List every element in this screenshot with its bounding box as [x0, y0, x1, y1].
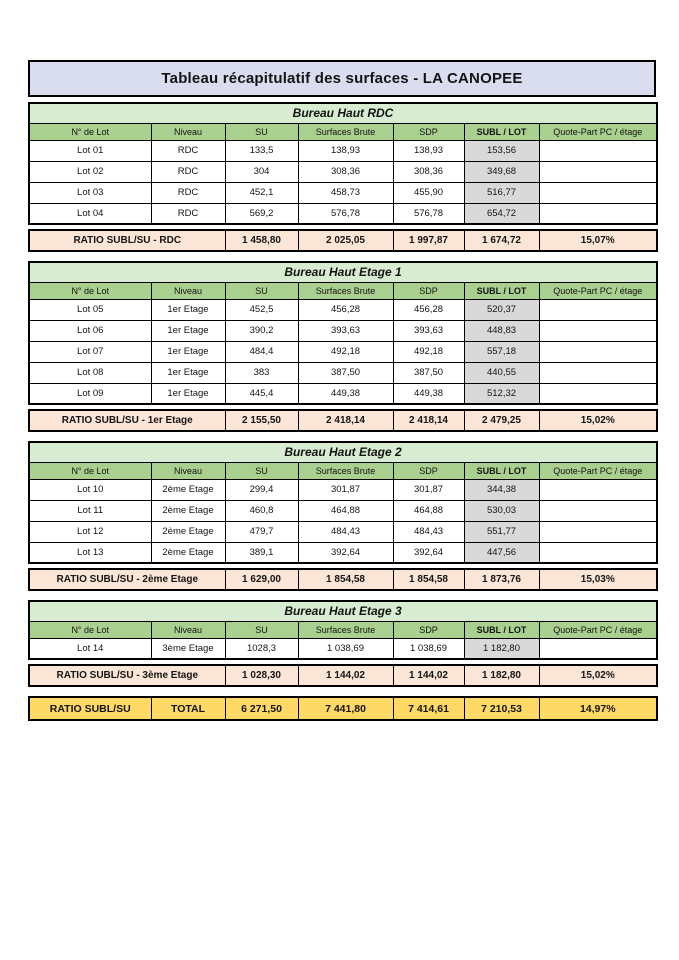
cell-sdp: 576,78	[393, 203, 464, 224]
column-header-quote-part: Quote-Part PC / étage	[539, 282, 657, 299]
cell-quote-part	[539, 362, 657, 383]
cell-lot: Lot 13	[29, 542, 151, 563]
cell-lot: Lot 04	[29, 203, 151, 224]
column-header-niveau: Niveau	[151, 123, 225, 140]
cell-subl-lot: 344,38	[464, 479, 539, 500]
cell-sdp: 138,93	[393, 140, 464, 161]
ratio-brute-cell: 1 854,58	[298, 569, 393, 590]
column-header-subl-lot: SUBL / LOT	[464, 123, 539, 140]
column-header-sdp: SDP	[393, 462, 464, 479]
cell-quote-part	[539, 182, 657, 203]
cell-quote-part	[539, 542, 657, 563]
ratio-subl-cell: 1 182,80	[464, 665, 539, 686]
cell-sdp: 449,38	[393, 383, 464, 404]
ratio-label: RATIO SUBL/SU - 2ème Etage	[29, 569, 225, 590]
ratio-brute-cell: 1 144,02	[298, 665, 393, 686]
cell-surfaces-brute: 464,88	[298, 500, 393, 521]
cell-sdp: 484,43	[393, 521, 464, 542]
cell-subl-lot: 349,68	[464, 161, 539, 182]
column-header-quote-part: Quote-Part PC / étage	[539, 462, 657, 479]
ratio-label: RATIO SUBL/SU - 3ème Etage	[29, 665, 225, 686]
column-header-sdp: SDP	[393, 282, 464, 299]
cell-quote-part	[539, 161, 657, 182]
cell-lot: Lot 03	[29, 182, 151, 203]
cell-quote-part	[539, 521, 657, 542]
ratio-subl-cell: 1 873,76	[464, 569, 539, 590]
cell-niveau: 1er Etage	[151, 299, 225, 320]
cell-su: 383	[225, 362, 298, 383]
section-table	[28, 102, 658, 225]
cell-subl-lot: 551,77	[464, 521, 539, 542]
cell-quote-part	[539, 638, 657, 659]
floor-section	[28, 441, 679, 591]
ratio-table	[28, 409, 658, 432]
ratio-row	[29, 410, 657, 431]
ratio-table	[28, 664, 658, 687]
section-title: Bureau Haut Etage 1	[29, 262, 657, 282]
cell-lot: Lot 10	[29, 479, 151, 500]
cell-sdp: 392,64	[393, 542, 464, 563]
floor-section	[28, 261, 679, 432]
section-title-row	[29, 262, 657, 282]
cell-sdp: 456,28	[393, 299, 464, 320]
section-table	[28, 261, 658, 405]
column-header-subl-lot: SUBL / LOT	[464, 462, 539, 479]
cell-surfaces-brute: 387,50	[298, 362, 393, 383]
cell-subl-lot: 520,37	[464, 299, 539, 320]
cell-subl-lot: 530,03	[464, 500, 539, 521]
cell-quote-part	[539, 203, 657, 224]
cell-lot: Lot 07	[29, 341, 151, 362]
ratio-su-cell: 1 458,80	[225, 230, 298, 251]
total-label: RATIO SUBL/SU	[29, 697, 151, 720]
cell-quote-part	[539, 299, 657, 320]
sections-container	[28, 102, 679, 687]
cell-lot: Lot 09	[29, 383, 151, 404]
cell-subl-lot: 440,55	[464, 362, 539, 383]
page-title: Tableau récapitulatif des surfaces - LA CANOPEE	[28, 60, 656, 97]
cell-su: 569,2	[225, 203, 298, 224]
column-header-subl-lot: SUBL / LOT	[464, 282, 539, 299]
ratio-row	[29, 665, 657, 686]
cell-sdp: 393,63	[393, 320, 464, 341]
ratio-quote-cell: 15,02%	[539, 410, 657, 431]
section-title-row	[29, 103, 657, 123]
cell-sdp: 1 038,69	[393, 638, 464, 659]
lot-row	[29, 161, 657, 182]
column-header-niveau: Niveau	[151, 282, 225, 299]
total-brute-cell: 7 441,80	[298, 697, 393, 720]
column-header-row	[29, 462, 657, 479]
cell-subl-lot: 447,56	[464, 542, 539, 563]
total-quote-cell: 14,97%	[539, 697, 657, 720]
ratio-quote-cell: 15,03%	[539, 569, 657, 590]
lot-row	[29, 542, 657, 563]
cell-niveau: 1er Etage	[151, 341, 225, 362]
ratio-sdp-cell: 1 997,87	[393, 230, 464, 251]
column-header-surfaces-brute: Surfaces Brute	[298, 282, 393, 299]
column-header-lot: N° de Lot	[29, 123, 151, 140]
cell-quote-part	[539, 500, 657, 521]
cell-surfaces-brute: 392,64	[298, 542, 393, 563]
ratio-table	[28, 568, 658, 591]
cell-su: 299,4	[225, 479, 298, 500]
cell-niveau: RDC	[151, 161, 225, 182]
cell-niveau: 2ème Etage	[151, 500, 225, 521]
cell-su: 484,4	[225, 341, 298, 362]
floor-section	[28, 600, 679, 687]
lot-row	[29, 341, 657, 362]
cell-su: 1028,3	[225, 638, 298, 659]
cell-su: 445,4	[225, 383, 298, 404]
column-header-su: SU	[225, 462, 298, 479]
lot-row	[29, 140, 657, 161]
cell-lot: Lot 08	[29, 362, 151, 383]
column-header-su: SU	[225, 282, 298, 299]
column-header-surfaces-brute: Surfaces Brute	[298, 621, 393, 638]
ratio-quote-cell: 15,07%	[539, 230, 657, 251]
cell-niveau: RDC	[151, 182, 225, 203]
column-header-sdp: SDP	[393, 621, 464, 638]
section-title: Bureau Haut RDC	[29, 103, 657, 123]
cell-subl-lot: 557,18	[464, 341, 539, 362]
cell-lot: Lot 06	[29, 320, 151, 341]
column-header-row	[29, 282, 657, 299]
ratio-row	[29, 569, 657, 590]
cell-su: 304	[225, 161, 298, 182]
cell-lot: Lot 11	[29, 500, 151, 521]
section-title: Bureau Haut Etage 3	[29, 601, 657, 621]
column-header-row	[29, 123, 657, 140]
cell-niveau: 2ème Etage	[151, 542, 225, 563]
cell-sdp: 301,87	[393, 479, 464, 500]
lot-row	[29, 521, 657, 542]
column-header-surfaces-brute: Surfaces Brute	[298, 462, 393, 479]
cell-surfaces-brute: 393,63	[298, 320, 393, 341]
cell-surfaces-brute: 449,38	[298, 383, 393, 404]
section-title-row	[29, 442, 657, 462]
cell-surfaces-brute: 458,73	[298, 182, 393, 203]
lot-row	[29, 383, 657, 404]
cell-niveau: 1er Etage	[151, 320, 225, 341]
cell-surfaces-brute: 301,87	[298, 479, 393, 500]
cell-quote-part	[539, 479, 657, 500]
cell-lot: Lot 14	[29, 638, 151, 659]
lot-row	[29, 299, 657, 320]
column-header-subl-lot: SUBL / LOT	[464, 621, 539, 638]
ratio-label: RATIO SUBL/SU - 1er Etage	[29, 410, 225, 431]
column-header-lot: N° de Lot	[29, 462, 151, 479]
ratio-su-cell: 1 028,30	[225, 665, 298, 686]
cell-lot: Lot 12	[29, 521, 151, 542]
ratio-table	[28, 229, 658, 252]
cell-surfaces-brute: 138,93	[298, 140, 393, 161]
column-header-surfaces-brute: Surfaces Brute	[298, 123, 393, 140]
cell-quote-part	[539, 383, 657, 404]
cell-surfaces-brute: 492,18	[298, 341, 393, 362]
cell-su: 452,5	[225, 299, 298, 320]
cell-su: 479,7	[225, 521, 298, 542]
ratio-subl-cell: 1 674,72	[464, 230, 539, 251]
cell-quote-part	[539, 140, 657, 161]
column-header-sdp: SDP	[393, 123, 464, 140]
cell-surfaces-brute: 1 038,69	[298, 638, 393, 659]
column-header-quote-part: Quote-Part PC / étage	[539, 621, 657, 638]
total-niveau-cell: TOTAL	[151, 697, 225, 720]
total-subl-cell: 7 210,53	[464, 697, 539, 720]
lot-row	[29, 203, 657, 224]
cell-lot: Lot 05	[29, 299, 151, 320]
cell-subl-lot: 654,72	[464, 203, 539, 224]
lot-row	[29, 638, 657, 659]
lot-row	[29, 500, 657, 521]
ratio-subl-cell: 2 479,25	[464, 410, 539, 431]
cell-niveau: RDC	[151, 203, 225, 224]
column-header-row	[29, 621, 657, 638]
ratio-sdp-cell: 2 418,14	[393, 410, 464, 431]
ratio-brute-cell: 2 025,05	[298, 230, 393, 251]
cell-niveau: 2ème Etage	[151, 479, 225, 500]
cell-sdp: 387,50	[393, 362, 464, 383]
cell-sdp: 455,90	[393, 182, 464, 203]
cell-su: 452,1	[225, 182, 298, 203]
ratio-su-cell: 2 155,50	[225, 410, 298, 431]
floor-section	[28, 102, 679, 252]
cell-sdp: 308,36	[393, 161, 464, 182]
cell-lot: Lot 02	[29, 161, 151, 182]
cell-quote-part	[539, 320, 657, 341]
cell-surfaces-brute: 576,78	[298, 203, 393, 224]
lot-row	[29, 182, 657, 203]
section-title: Bureau Haut Etage 2	[29, 442, 657, 462]
ratio-brute-cell: 2 418,14	[298, 410, 393, 431]
column-header-quote-part: Quote-Part PC / étage	[539, 123, 657, 140]
total-sdp-cell: 7 414,61	[393, 697, 464, 720]
cell-su: 460,8	[225, 500, 298, 521]
lot-row	[29, 362, 657, 383]
cell-niveau: RDC	[151, 140, 225, 161]
cell-quote-part	[539, 341, 657, 362]
column-header-lot: N° de Lot	[29, 621, 151, 638]
cell-subl-lot: 153,56	[464, 140, 539, 161]
cell-sdp: 492,18	[393, 341, 464, 362]
cell-subl-lot: 512,32	[464, 383, 539, 404]
lot-row	[29, 479, 657, 500]
ratio-sdp-cell: 1 854,58	[393, 569, 464, 590]
cell-subl-lot: 1 182,80	[464, 638, 539, 659]
cell-surfaces-brute: 308,36	[298, 161, 393, 182]
section-title-row	[29, 601, 657, 621]
cell-subl-lot: 516,77	[464, 182, 539, 203]
total-table	[28, 696, 658, 721]
column-header-su: SU	[225, 621, 298, 638]
cell-su: 390,2	[225, 320, 298, 341]
cell-niveau: 1er Etage	[151, 362, 225, 383]
cell-niveau: 1er Etage	[151, 383, 225, 404]
column-header-su: SU	[225, 123, 298, 140]
ratio-label: RATIO SUBL/SU - RDC	[29, 230, 225, 251]
cell-niveau: 3ème Etage	[151, 638, 225, 659]
column-header-niveau: Niveau	[151, 462, 225, 479]
cell-lot: Lot 01	[29, 140, 151, 161]
column-header-lot: N° de Lot	[29, 282, 151, 299]
cell-niveau: 2ème Etage	[151, 521, 225, 542]
ratio-su-cell: 1 629,00	[225, 569, 298, 590]
cell-sdp: 464,88	[393, 500, 464, 521]
ratio-quote-cell: 15,02%	[539, 665, 657, 686]
cell-surfaces-brute: 484,43	[298, 521, 393, 542]
total-row	[29, 697, 657, 720]
cell-surfaces-brute: 456,28	[298, 299, 393, 320]
lot-row	[29, 320, 657, 341]
cell-subl-lot: 448,83	[464, 320, 539, 341]
cell-su: 133,5	[225, 140, 298, 161]
section-table	[28, 441, 658, 564]
ratio-row	[29, 230, 657, 251]
total-su-cell: 6 271,50	[225, 697, 298, 720]
column-header-niveau: Niveau	[151, 621, 225, 638]
ratio-sdp-cell: 1 144,02	[393, 665, 464, 686]
cell-su: 389,1	[225, 542, 298, 563]
section-table	[28, 600, 658, 660]
